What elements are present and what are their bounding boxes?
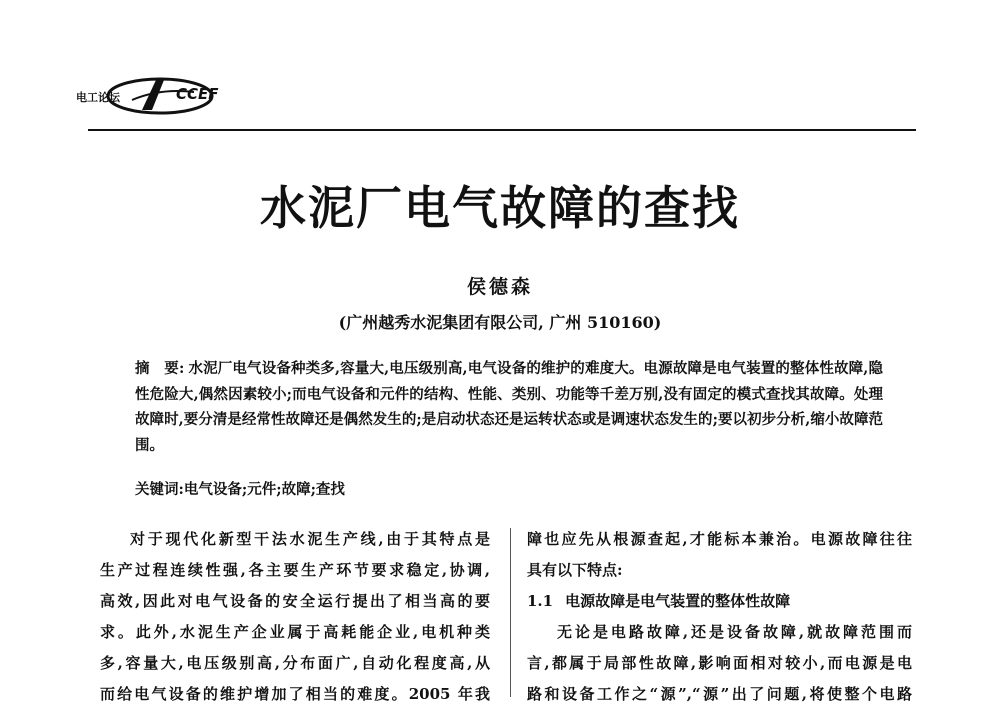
body-line: 对于现代化新型干法水泥生产线,由于其特点是 bbox=[130, 530, 490, 548]
logo-right-text: CCEF bbox=[176, 85, 219, 103]
abstract bbox=[135, 356, 883, 458]
author-name: 侯德森 bbox=[466, 276, 533, 298]
body-line: 无论是电路故障,还是设备故障,就故障范围而 bbox=[557, 623, 912, 641]
left-column bbox=[100, 524, 490, 710]
keywords bbox=[135, 478, 883, 499]
body-line: 多,容量大,电压级别高,分布面广,自动化程度高,从 bbox=[100, 654, 490, 672]
body-line: 具有以下特点: bbox=[527, 561, 623, 579]
body-line: 言,都属于局部性故障,影响面相对较小,而电源是电 bbox=[527, 654, 912, 672]
header-rule bbox=[88, 129, 916, 131]
keywords-text: 电气设备;元件;故障;查找 bbox=[183, 481, 345, 498]
keywords-label: 关键词: bbox=[135, 481, 184, 498]
body-line: 路和设备工作之“源”,“源”出了问题,将使整个电路 bbox=[527, 685, 912, 703]
body-line: 障也应先从根源查起,才能标本兼治。电源故障往往 bbox=[527, 530, 912, 548]
body-line: 求。此外,水泥生产企业属于高耗能企业,电机种类 bbox=[100, 623, 490, 641]
logo-left-text: 电工论坛 bbox=[76, 91, 120, 104]
abstract-text: 水泥厂电气设备种类多,容量大,电压级别高,电气设备的维护的难度大。电源故障是电气装置的整体性故障,隐性危险大,偶然因素较小;而电气设备和元件的结构、性能、类别、功能等千差万别,没有固定的模式查找其故障。处理故障时,要分清是经常性故障还是偶然发生的;是启动状态还是运转状态或是调速状态发生的;要以初步分析,缩小故障范围。 bbox=[135, 360, 883, 454]
column-divider bbox=[510, 528, 511, 697]
section-heading bbox=[527, 586, 912, 617]
journal-logo bbox=[72, 70, 242, 122]
section-number: 1.1 bbox=[527, 592, 554, 610]
body-line: 高效,因此对电气设备的安全运行提出了相当高的要 bbox=[100, 592, 490, 610]
right-column bbox=[527, 524, 912, 710]
body-line: 而给电气设备的维护增加了相当的难度。2005 年我 bbox=[100, 685, 490, 703]
author-affiliation: (广州越秀水泥集团有限公司, 广州 510160) bbox=[338, 313, 662, 332]
paper-title: 水泥厂电气故障的查找 bbox=[260, 181, 740, 235]
body-line: 生产过程连续性强,各主要生产环节要求稳定,协调, bbox=[100, 561, 490, 579]
section-title: 电源故障是电气装置的整体性故障 bbox=[565, 592, 791, 610]
abstract-label: 摘 要: bbox=[135, 360, 185, 377]
